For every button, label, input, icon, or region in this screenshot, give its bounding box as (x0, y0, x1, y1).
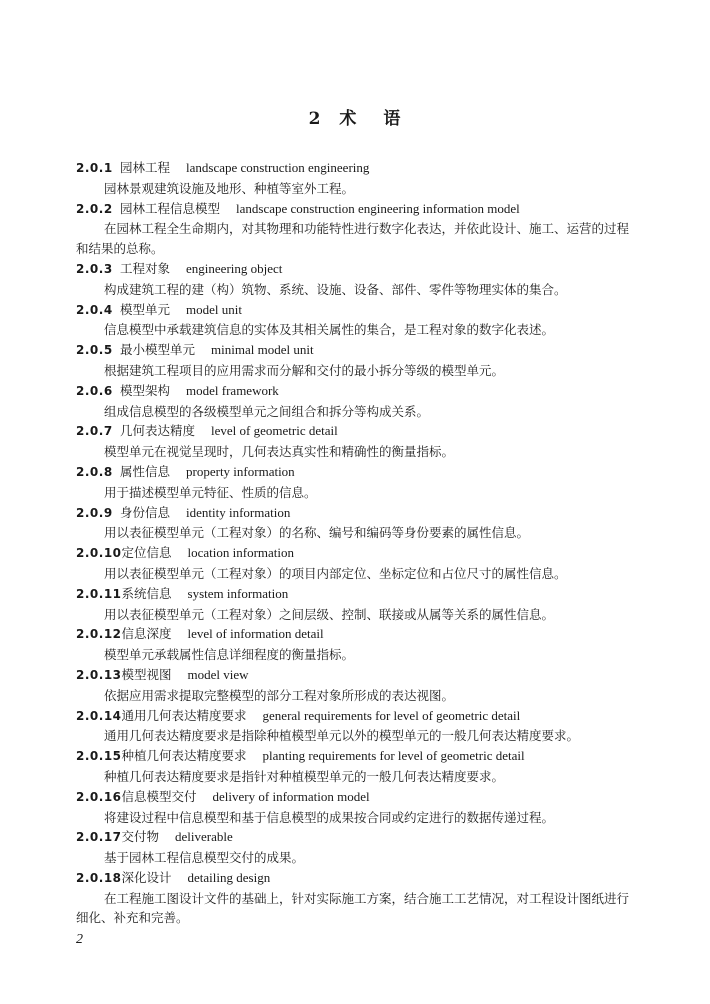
term-heading (76, 340, 636, 361)
term-heading (76, 421, 636, 442)
term-number: 2.0.6 (76, 383, 113, 398)
term-number: 2.0.15 (76, 749, 122, 764)
term-heading (76, 665, 636, 686)
term-definition: 在工程施工图设计文件的基础上，针对实际施工方案，结合施工工艺情况，对工程设计图纸进行细化、补充和完善。 (76, 890, 630, 926)
page-number: 2 (76, 932, 83, 947)
term-definition: 通用几何表达精度要求是指除种植模型单元以外的模型单元的一般几何表达精度要求。 (104, 728, 580, 744)
term-definition: 基于园林工程信息模型交付的成果。 (104, 850, 305, 866)
term-english-name: property information (186, 463, 295, 479)
term-entry (76, 381, 636, 422)
term-entry (76, 158, 636, 199)
term-entry (76, 665, 636, 706)
term-english-name: model framework (186, 382, 279, 398)
term-chinese-name: 模型单元 (120, 301, 171, 317)
term-definition: 园林景观建筑设施及地形、种植等室外工程。 (104, 180, 355, 196)
term-chinese-name: 最小模型单元 (120, 342, 196, 358)
term-chinese-name: 系统信息 (121, 585, 172, 601)
term-chinese-name: 信息模型交付 (121, 788, 197, 804)
term-heading (76, 199, 636, 220)
term-number: 2.0.12 (76, 627, 122, 642)
term-number: 2.0.10 (76, 546, 122, 561)
term-heading (76, 300, 636, 321)
term-entry (76, 300, 636, 341)
term-english-name: detailing design (187, 869, 271, 885)
term-english-name: general requirements for level of geometric detail (262, 707, 521, 723)
term-definition: 模型单元在视觉呈现时，几何表达真实性和精确性的衡量指标。 (104, 444, 455, 460)
term-definition: 用以表征模型单元（工程对象）的项目内部定位、坐标定位和占位尺寸的属性信息。 (104, 565, 567, 581)
term-number: 2.0.16 (76, 789, 122, 804)
term-english-name: landscape construction engineering (186, 160, 370, 175)
term-number: 2.0.17 (76, 830, 122, 845)
term-entry (76, 503, 636, 544)
term-chinese-name: 模型视图 (121, 666, 172, 682)
term-number: 2.0.1 (76, 161, 113, 175)
term-english-name: identity information (186, 504, 291, 520)
term-number: 2.0.13 (76, 667, 122, 682)
chapter-number: 2 (308, 109, 322, 129)
term-heading (76, 624, 636, 645)
term-chinese-name: 园林工程信息模型 (120, 200, 221, 216)
chapter-title-part2: 语 (383, 109, 402, 129)
term-definition: 用于描述模型单元特征、性质的信息。 (104, 484, 317, 500)
term-chinese-name: 深化设计 (121, 869, 172, 885)
term-number: 2.0.11 (76, 586, 122, 601)
term-chinese-name: 几何表达精度 (120, 423, 196, 439)
term-definition: 组成信息模型的各级模型单元之间组合和拆分等构成关系。 (104, 403, 430, 419)
term-number: 2.0.4 (76, 302, 113, 317)
term-number: 2.0.5 (76, 343, 113, 358)
term-number: 2.0.7 (76, 424, 113, 439)
term-chinese-name: 工程对象 (120, 260, 171, 276)
term-heading (76, 584, 636, 605)
term-english-name: engineering object (186, 260, 283, 276)
term-definition: 模型单元承载属性信息详细程度的衡量指标。 (104, 647, 355, 663)
term-entry (76, 199, 636, 259)
term-entry (76, 827, 636, 868)
term-english-name: minimal model unit (211, 342, 314, 358)
term-heading (76, 706, 636, 727)
term-chinese-name: 属性信息 (120, 463, 171, 479)
term-heading (76, 787, 636, 808)
term-english-name: level of information detail (187, 626, 324, 642)
term-number: 2.0.9 (76, 505, 113, 520)
term-entry (76, 340, 636, 381)
term-definition: 在园林工程全生命期内，对其物理和功能特性进行数字化表达，并依此设计、施工、运营的过程和结果的总称。 (76, 221, 630, 257)
term-chinese-name: 模型架构 (120, 382, 171, 398)
term-english-name: location information (187, 545, 295, 561)
term-heading (76, 158, 636, 179)
term-entry (76, 462, 636, 503)
term-heading (76, 868, 636, 889)
term-number: 2.0.3 (76, 261, 113, 276)
term-heading (76, 746, 636, 767)
term-english-name: landscape construction engineering information model (236, 200, 520, 216)
term-heading (76, 462, 636, 483)
term-entry (76, 259, 636, 300)
term-chinese-name: 通用几何表达精度要求 (121, 707, 247, 723)
term-definition: 信息模型中承载建筑信息的实体及其相关属性的集合，是工程对象的数字化表述。 (104, 322, 555, 338)
term-definition: 构成建筑工程的建（构）筑物、系统、设施、设备、部件、零件等物理实体的集合。 (104, 281, 567, 297)
term-chinese-name: 园林工程 (120, 160, 171, 175)
term-entry (76, 868, 636, 928)
term-entry (76, 706, 636, 747)
term-definition: 根据建筑工程项目的应用需求而分解和交付的最小拆分等级的模型单元。 (104, 362, 505, 378)
term-english-name: system information (187, 585, 289, 601)
term-english-name: planting requirements for level of geometric detail (262, 748, 525, 764)
term-definition: 用以表征模型单元（工程对象）之间层级、控制、联接或从属等关系的属性信息。 (104, 606, 555, 622)
term-definition: 依据应用需求提取完整模型的部分工程对象所形成的表达视图。 (104, 687, 455, 703)
term-entry (76, 624, 636, 665)
term-chinese-name: 定位信息 (121, 545, 172, 561)
term-heading (76, 381, 636, 402)
term-number: 2.0.8 (76, 464, 113, 479)
term-chinese-name: 身份信息 (120, 504, 171, 520)
term-definition: 将建设过程中信息模型和基于信息模型的成果按合同或约定进行的数据传递过程。 (104, 809, 555, 825)
term-english-name: level of geometric detail (211, 423, 338, 439)
term-number: 2.0.14 (76, 708, 122, 723)
term-entry (76, 787, 636, 828)
term-number: 2.0.18 (76, 870, 122, 885)
term-heading (76, 543, 636, 564)
term-chinese-name: 信息深度 (121, 626, 172, 642)
term-list (76, 158, 636, 928)
term-heading (76, 827, 636, 848)
term-entry (76, 746, 636, 787)
term-heading (76, 259, 636, 280)
term-entry (76, 584, 636, 625)
term-chinese-name: 交付物 (121, 829, 160, 845)
term-english-name: model view (187, 666, 249, 682)
term-english-name: model unit (186, 301, 242, 317)
chapter-title (0, 104, 710, 129)
term-entry (76, 543, 636, 584)
term-heading (76, 503, 636, 524)
term-chinese-name: 种植几何表达精度要求 (121, 748, 247, 764)
term-number: 2.0.2 (76, 201, 113, 216)
chapter-title-part1: 术 (339, 109, 358, 129)
term-english-name: deliverable (175, 829, 233, 845)
term-entry (76, 421, 636, 462)
term-english-name: delivery of information model (212, 788, 370, 804)
term-definition: 种植几何表达精度要求是指针对种植模型单元的一般几何表达精度要求。 (104, 768, 505, 784)
term-definition: 用以表征模型单元（工程对象）的名称、编号和编码等身份要素的属性信息。 (104, 525, 530, 541)
